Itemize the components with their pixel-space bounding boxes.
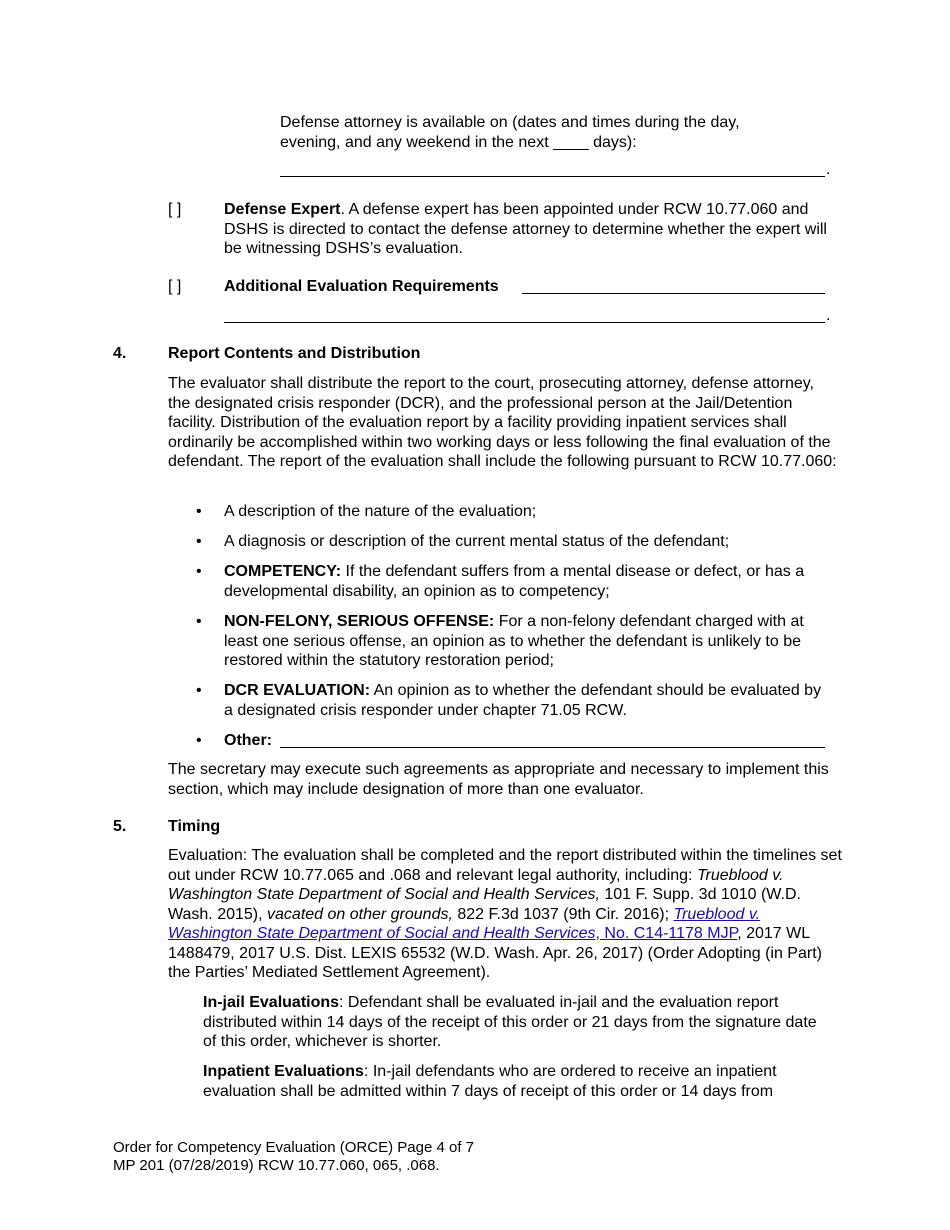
- in-jail-title: In-jail Evaluations: [203, 994, 340, 1011]
- in-jail-evaluations-paragraph: [203, 993, 833, 1052]
- additional-requirements-line-1[interactable]: [522, 293, 825, 294]
- defense-expert-text: . A defense expert has been appointed under RCW 10.77.060 and DSHS is directed to contact the defense attorney to determine whether the expert will be witnessing DSHS’s evaluation.: [224, 201, 827, 257]
- section-5-number: 5.: [113, 818, 127, 835]
- dcr-label: DCR EVALUATION:: [224, 682, 371, 699]
- in-jail-text: : Defendant shall be evaluated in-jail and the evaluation report distributed within 14 days of the receipt of this order or 21 days from the signature date of this order, whichever is shorter.: [203, 994, 817, 1050]
- bullet-marker: •: [196, 503, 202, 520]
- defense-attorney-line-2: evening, and any weekend in the next ____ days):: [280, 133, 637, 151]
- inpatient-evaluations-paragraph: [203, 1062, 833, 1101]
- section-4-closing: The secretary may execute such agreements as appropriate and necessary to implement this section, which may include designation of more than one evaluator.: [168, 761, 829, 798]
- inpatient-text: : In-jail defendants who are ordered to receive an inpatient evaluation shall be admitted within 7 days of receipt of this order or 14 days from: [203, 1063, 777, 1100]
- bullet-marker: •: [196, 682, 202, 699]
- case-2-link-number[interactable]: , No. C14-1178 MJP: [595, 925, 738, 942]
- footer-line-1: Order for Competency Evaluation (ORCE) Page 4 of 7: [113, 1139, 474, 1156]
- competency-label: COMPETENCY:: [224, 563, 342, 580]
- section-4-title: Report Contents and Distribution: [168, 345, 421, 362]
- defense-attorney-availability: [280, 113, 740, 152]
- bullet-marker: •: [196, 533, 202, 550]
- case-1-cite: 101 F. Supp. 3d 1010 (W.D. Wash. 2015),: [168, 886, 801, 923]
- dcr-text: An opinion as to whether the defendant should be evaluated by a designated crisis responder under chapter 71.05 RCW.: [224, 682, 822, 719]
- defense-expert-checkbox[interactable]: [ ]: [168, 201, 182, 218]
- bullet-marker: •: [196, 563, 202, 580]
- inpatient-title: Inpatient Evaluations: [203, 1063, 364, 1080]
- bullet-item-1: A description of the nature of the evaluation;: [224, 503, 537, 520]
- non-felony-text: For a non-felony defendant charged with at least one serious offense, an opinion as to whether the defendant is unlikely to be restored within the statutory restoration period;: [224, 613, 804, 669]
- other-label: Other:: [224, 732, 272, 749]
- evaluation-paragraph: [168, 846, 848, 983]
- defense-attorney-line-1: Defense attorney is available on (dates and times during the day,: [280, 114, 740, 131]
- non-felony-label: NON-FELONY, SERIOUS OFFENSE:: [224, 613, 495, 630]
- section-4-paragraph: The evaluator shall distribute the report to the court, prosecuting attorney, defense attorney, the designated crisis responder (DCR), and the professional person at the Jail/Detention facility. Distribution of the evaluation report by a facility providing inpatient services shall ordinarily be accomplished within two working days or less following the final evaluation of the defendant. The report of the evaluation shall include the following pursuant to RCW 10.77.060:: [168, 375, 837, 470]
- availability-fill-line[interactable]: [280, 176, 825, 177]
- bullet-item-dcr: [224, 681, 824, 720]
- bullet-item-non-felony: [224, 612, 840, 671]
- additional-requirements-checkbox[interactable]: [ ]: [168, 278, 182, 295]
- case-2-link-name[interactable]: Trueblood v. Washington State Department of Social and Health Services: [168, 905, 761, 942]
- section-5-title: Timing: [168, 818, 221, 835]
- bullet-marker: •: [196, 613, 202, 630]
- bullet-marker: •: [196, 732, 202, 749]
- additional-requirements-title: Additional Evaluation Requirements: [224, 278, 499, 295]
- bullet-item-competency: [224, 562, 840, 601]
- evaluation-intro: Evaluation: The evaluation shall be completed and the report distributed within the timelines set out under RCW 10.77.065 and .068 and relevant legal authority, including:: [168, 847, 842, 884]
- competency-text: If the defendant suffers from a mental disease or defect, or has a developmental disability, an opinion as to competency;: [224, 563, 805, 600]
- other-fill-line[interactable]: [280, 747, 825, 748]
- additional-requirements-line-2[interactable]: [224, 322, 825, 323]
- defense-expert-title: Defense Expert: [224, 201, 341, 218]
- section-4-number: 4.: [113, 345, 127, 362]
- bullet-item-2: A diagnosis or description of the current mental status of the defendant;: [224, 533, 730, 550]
- vacated-text: vacated on other grounds,: [267, 905, 453, 923]
- footer-line-2: MP 201 (07/28/2019) RCW 10.77.060, 065, .068.: [113, 1157, 440, 1174]
- case-1-name: Trueblood v. Washington State Department of Social and Health Services,: [168, 866, 784, 903]
- defense-expert-paragraph: [224, 200, 836, 259]
- additional-requirements-end-period: .: [826, 307, 831, 324]
- case-2-cite: , 2017 WL 1488479, 2017 U.S. Dist. LEXIS 65532 (W.D. Wash. Apr. 26, 2017) (Order Adopting (in Part) the Parties’ Mediated Settlement Agreement).: [168, 925, 822, 981]
- availability-end-period: .: [826, 161, 831, 178]
- case-1-cite-2: 822 F.3d 1037 (9th Cir. 2016);: [452, 905, 674, 923]
